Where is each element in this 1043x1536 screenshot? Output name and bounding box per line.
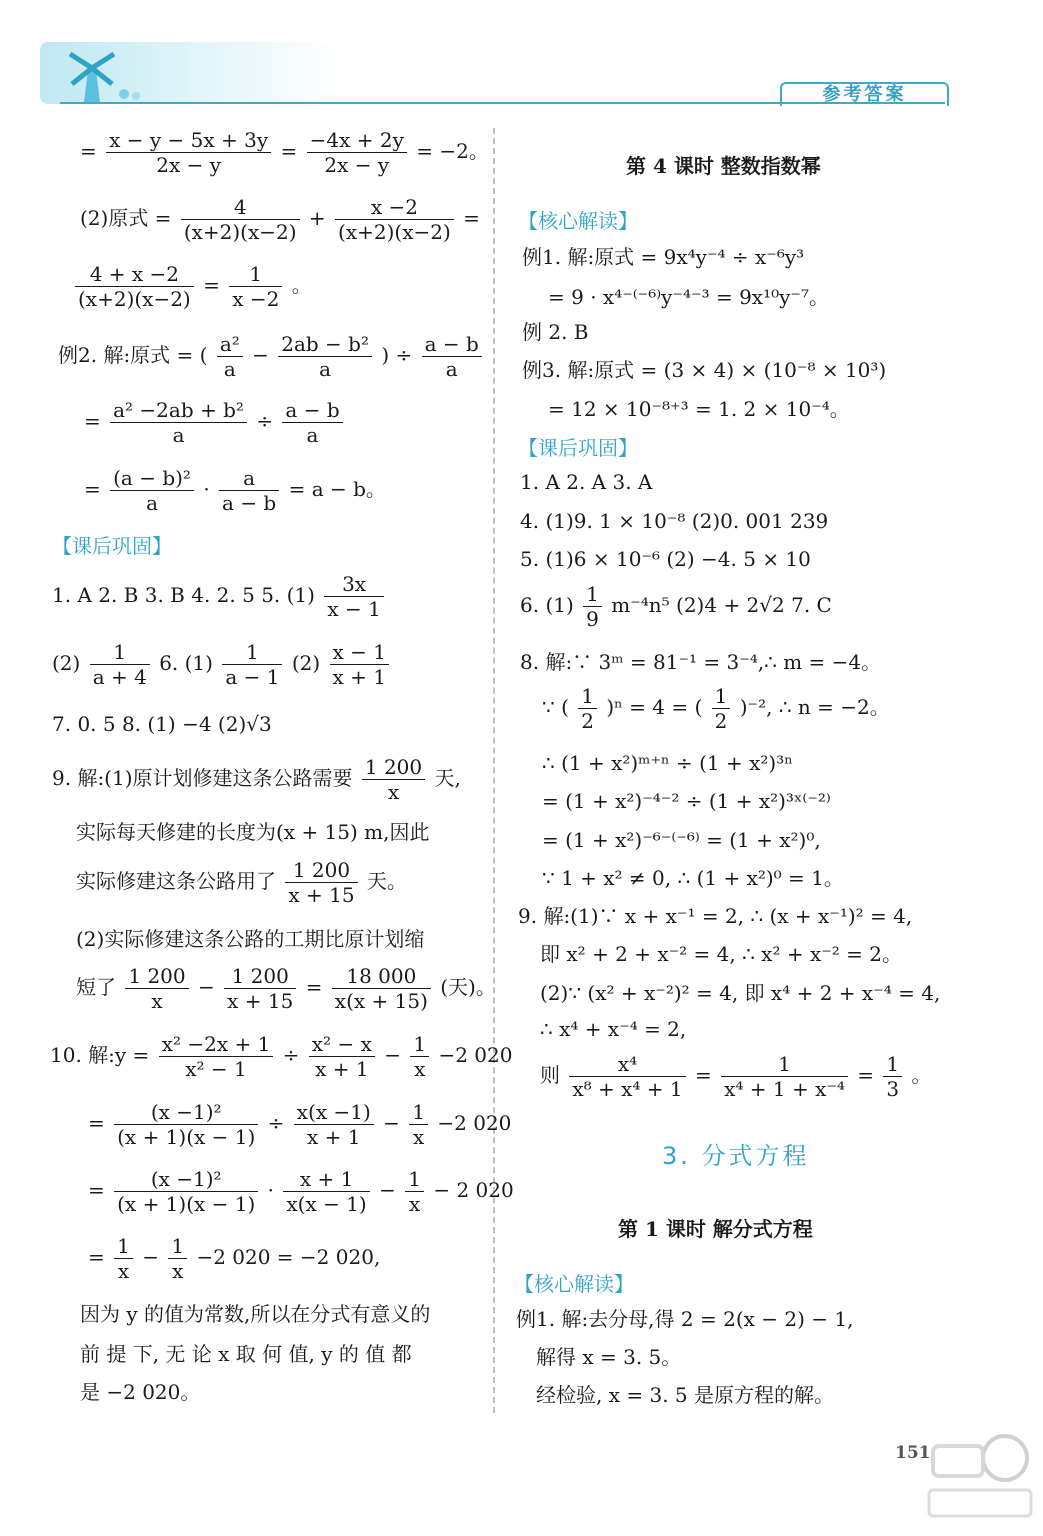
right-r9d: ∴ x⁴ + x⁻⁴ = 2, bbox=[540, 1017, 687, 1041]
section-core-2: 【核心解读】 bbox=[514, 1272, 634, 1296]
left-q10b: = $\frac{\text{(x −1)²}}{(x + 1)(x - 1)}$ ÷ $\frac{x(x -1)}{x + 1}$ − $\frac{1}{x}$ −2 020 bbox=[88, 1100, 512, 1149]
right-r8c: ∴ (1 + x²)ᵐ⁺ⁿ ÷ (1 + x²)³ⁿ bbox=[542, 751, 793, 775]
page-number: 151 bbox=[895, 1443, 931, 1463]
chapter-heading: 3. 分式方程 bbox=[662, 1142, 810, 1170]
lesson-title-1: 第 1 课时 解分式方程 bbox=[618, 1217, 813, 1241]
right-e3a: 例3. 解:原式 = (3 × 4) × (10⁻⁸ × 10³) bbox=[522, 358, 887, 382]
section-after-class-right: 【课后巩固】 bbox=[518, 436, 638, 460]
left-line-5: = $\frac{\text{a² −2ab + b²}}{a}$ ÷ $\frac{a - b}{a}$ bbox=[84, 398, 346, 447]
left-q9b: 实际每天修建的长度为(x + 15) m,因此 bbox=[76, 820, 430, 844]
column-divider bbox=[493, 128, 495, 1413]
right-r8b: ∵ ( $\frac{1}{2}$ )ⁿ = 4 = ( $\frac{1}{2}$ )⁻², ∴ n = −2。 bbox=[542, 684, 890, 733]
left-q2: (2) $\frac{1}{a + 4}$ 6. (1) $\frac{1}{a - 1}$ (2) $\frac{x - 1}{x + 1}$ bbox=[52, 640, 392, 689]
windmill-icon bbox=[62, 50, 142, 102]
left-q10c: = $\frac{\text{(x −1)²}}{(x + 1)(x - 1)}$ · $\frac{x + 1}{x(x - 1)}$ − $\frac{1}{x}$ − 2 020 bbox=[88, 1167, 514, 1216]
right-r6: 6. (1) $\frac{1}{9}$ m⁻⁴n⁵ (2)4 + 2√2 7. C bbox=[520, 582, 832, 631]
lesson-title-4: 第 4 课时 整数指数幂 bbox=[626, 154, 821, 178]
left-q1: 1. A 2. B 3. B 4. 2. 5 5. (1) $\frac{3x}{x - 1}$ bbox=[52, 572, 387, 621]
right-f3: 经检验, x = 3. 5 是原方程的解。 bbox=[536, 1383, 834, 1407]
right-r1: 1. A 2. A 3. A bbox=[520, 470, 653, 494]
right-f2: 解得 x = 3. 5。 bbox=[536, 1345, 682, 1369]
left-line-1: = $\frac{x - y - 5x + 3y}{2x - y}$ = $\frac{-4x + 2y}{2x - y}$ = −2。 bbox=[80, 128, 489, 177]
left-q9c: 实际修建这条公路用了 $\frac{1 200}{x + 15}$ 天。 bbox=[76, 858, 407, 907]
header-label: 参考答案 bbox=[780, 82, 949, 106]
right-r9b: 即 x² + 2 + x⁻² = 4, ∴ x² + x⁻² = 2。 bbox=[540, 942, 902, 966]
section-core-1: 【核心解读】 bbox=[518, 209, 638, 233]
page-header bbox=[0, 0, 1043, 118]
right-r8f: ∵ 1 + x² ≠ 0, ∴ (1 + x²)⁰ = 1。 bbox=[542, 866, 844, 890]
right-e1a: 例1. 解:原式 = 9x⁴y⁻⁴ ÷ x⁻⁶y³ bbox=[522, 245, 805, 269]
left-q9e: 短了 $\frac{1 200}{x}$ − $\frac{1 200}{x + 15}$ = $\frac{18 000}{x(x + 15)}$ (天)。 bbox=[76, 964, 496, 1013]
left-line-3: $\frac{4 + x -2}{(x+2)(x-2)}$ = $\frac{1}{x -2}$ 。 bbox=[72, 262, 312, 311]
left-q9a: 9. 解:(1)原计划修建这条公路需要 $\frac{1 200}{x}$ 天, bbox=[52, 755, 461, 804]
left-q10a: 10. 解:y = $\frac{\text{x² −2x + 1}}{\text{x² − 1}}$ ÷ $\frac{\text{x² − x}}{x + 1}$ − $\frac{1}{x}$ −2 020 bbox=[50, 1032, 513, 1081]
left-q10d: = $\frac{1}{x}$ − $\frac{1}{x}$ −2 020 = −2 020, bbox=[88, 1234, 381, 1283]
right-r9a: 9. 解:(1)∵ x + x⁻¹ = 2, ∴ (x + x⁻¹)² = 4, bbox=[518, 904, 913, 928]
right-r9e: 则 $\frac{\text{x⁴}}{\text{x⁸ + x⁴ + 1}}$ = $\frac{1}{\text{x⁴ + 1 + x⁻⁴}}$ = $\frac{1}{3}$ 。 bbox=[540, 1052, 932, 1101]
left-q10f: 前 提 下, 无 论 x 取 何 值, y 的 值 都 bbox=[80, 1342, 412, 1366]
left-q3: 7. 0. 5 8. (1) −4 (2)√3 bbox=[52, 712, 272, 736]
left-q9d: (2)实际修建这条公路的工期比原计划缩 bbox=[76, 927, 425, 951]
right-e1b: = 9 · x⁴⁻⁽⁻⁶⁾y⁻⁴⁻³ = 9x¹⁰y⁻⁷。 bbox=[548, 285, 829, 309]
watermark-logo-icon bbox=[925, 1428, 1035, 1528]
left-q10e: 因为 y 的值为常数,所以在分式有意义的 bbox=[80, 1302, 431, 1326]
left-q10g: 是 −2 020。 bbox=[80, 1380, 201, 1404]
right-f1: 例1. 解:去分母,得 2 = 2(x − 2) − 1, bbox=[516, 1307, 854, 1331]
right-r4: 4. (1)9. 1 × 10⁻⁸ (2)0. 001 239 bbox=[520, 509, 829, 533]
left-line-6: = $\frac{\text{(a − b)²}}{a}$ · $\frac{a}{a - b}$ = a − b。 bbox=[84, 466, 386, 515]
right-r8d: = (1 + x²)⁻⁴⁻² ÷ (1 + x²)³ˣ⁽⁻²⁾ bbox=[542, 789, 831, 813]
right-r9c: (2)∵ (x² + x⁻²)² = 4, 即 x⁴ + 2 + x⁻⁴ = 4, bbox=[540, 981, 941, 1005]
right-e3b: = 12 × 10⁻⁸⁺³ = 1. 2 × 10⁻⁴。 bbox=[548, 397, 850, 421]
left-line-4: 例2. 解:原式 = ( $\frac{\text{a²}}{a}$ − $\frac{\text{2ab − b²}}{a}$ ) ÷ $\frac{a - b}{a}$ bbox=[58, 332, 485, 381]
right-e2: 例 2. B bbox=[522, 320, 589, 344]
section-after-class-left: 【课后巩固】 bbox=[52, 534, 172, 558]
right-r8a: 8. 解:∵ 3ᵐ = 81⁻¹ = 3⁻⁴,∴ m = −4。 bbox=[520, 650, 882, 674]
right-r5: 5. (1)6 × 10⁻⁶ (2) −4. 5 × 10 bbox=[520, 547, 811, 571]
right-r8e: = (1 + x²)⁻⁶⁻⁽⁻⁶⁾ = (1 + x²)⁰, bbox=[542, 828, 821, 852]
left-line-2: (2)原式 = $\frac{4}{(x+2)(x-2)}$ + $\frac{x -2}{(x+2)(x-2)}$ = bbox=[80, 195, 480, 244]
